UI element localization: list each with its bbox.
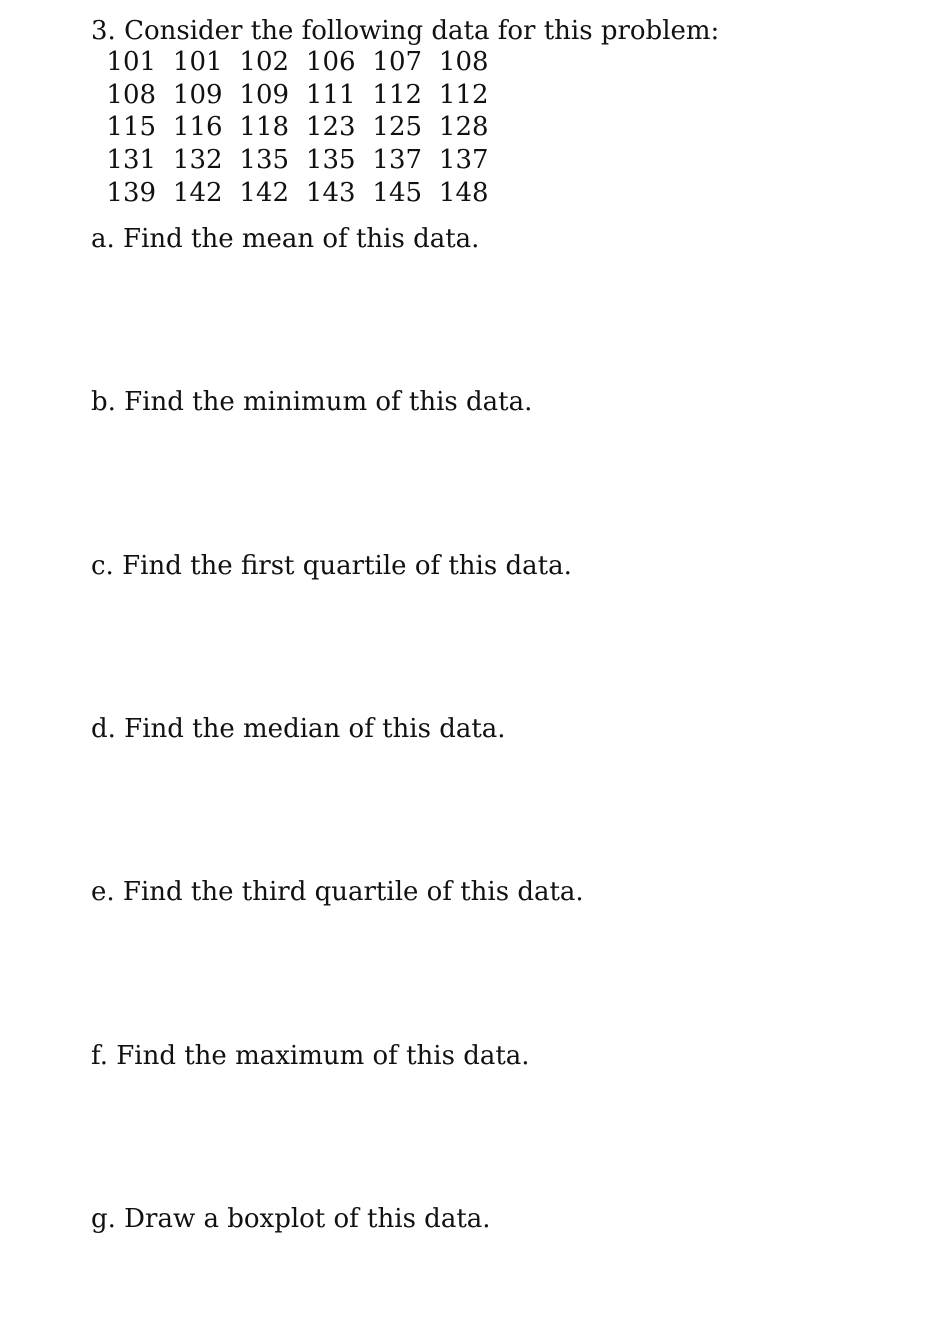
question-third-quartile: e. Find the third quartile of this data. <box>91 877 584 907</box>
data-value: 131 <box>106 145 157 176</box>
question-minimum: b. Find the minimum of this data. <box>91 387 533 417</box>
question-median: d. Find the median of this data. <box>91 714 506 744</box>
data-value: 137 <box>372 145 423 176</box>
data-value: 108 <box>106 79 157 110</box>
data-value: 112 <box>372 79 423 110</box>
data-value: 128 <box>438 112 489 143</box>
data-value: 101 <box>106 47 157 78</box>
data-value: 142 <box>172 177 223 208</box>
data-value: 116 <box>172 112 223 143</box>
data-value: 143 <box>305 177 356 208</box>
data-value: 109 <box>239 79 290 110</box>
data-row <box>98 176 497 209</box>
data-value: 145 <box>372 177 423 208</box>
question-first-quartile: c. Find the first quartile of this data. <box>91 551 572 581</box>
data-value: 108 <box>438 47 489 78</box>
data-value: 102 <box>239 47 290 78</box>
data-table <box>98 46 497 209</box>
data-value: 148 <box>438 177 489 208</box>
question-boxplot: g. Draw a boxplot of this data. <box>91 1204 491 1234</box>
data-value: 106 <box>305 47 356 78</box>
data-value: 111 <box>305 79 356 110</box>
data-row <box>98 111 497 144</box>
data-value: 132 <box>172 145 223 176</box>
data-value: 135 <box>239 145 290 176</box>
data-value: 142 <box>239 177 290 208</box>
data-value: 137 <box>438 145 489 176</box>
data-value: 115 <box>106 112 157 143</box>
data-row <box>98 46 497 79</box>
data-value: 135 <box>305 145 356 176</box>
data-value: 123 <box>305 112 356 143</box>
data-value: 125 <box>372 112 423 143</box>
data-value: 112 <box>438 79 489 110</box>
data-row <box>98 144 497 177</box>
data-value: 107 <box>372 47 423 78</box>
data-value: 109 <box>172 79 223 110</box>
data-row <box>98 79 497 112</box>
question-mean: a. Find the mean of this data. <box>91 224 480 254</box>
data-value: 118 <box>239 112 290 143</box>
question-maximum: f. Find the maximum of this data. <box>91 1041 530 1071</box>
data-value: 101 <box>172 47 223 78</box>
data-value: 139 <box>106 177 157 208</box>
problem-title: 3. Consider the following data for this problem: <box>91 16 720 46</box>
